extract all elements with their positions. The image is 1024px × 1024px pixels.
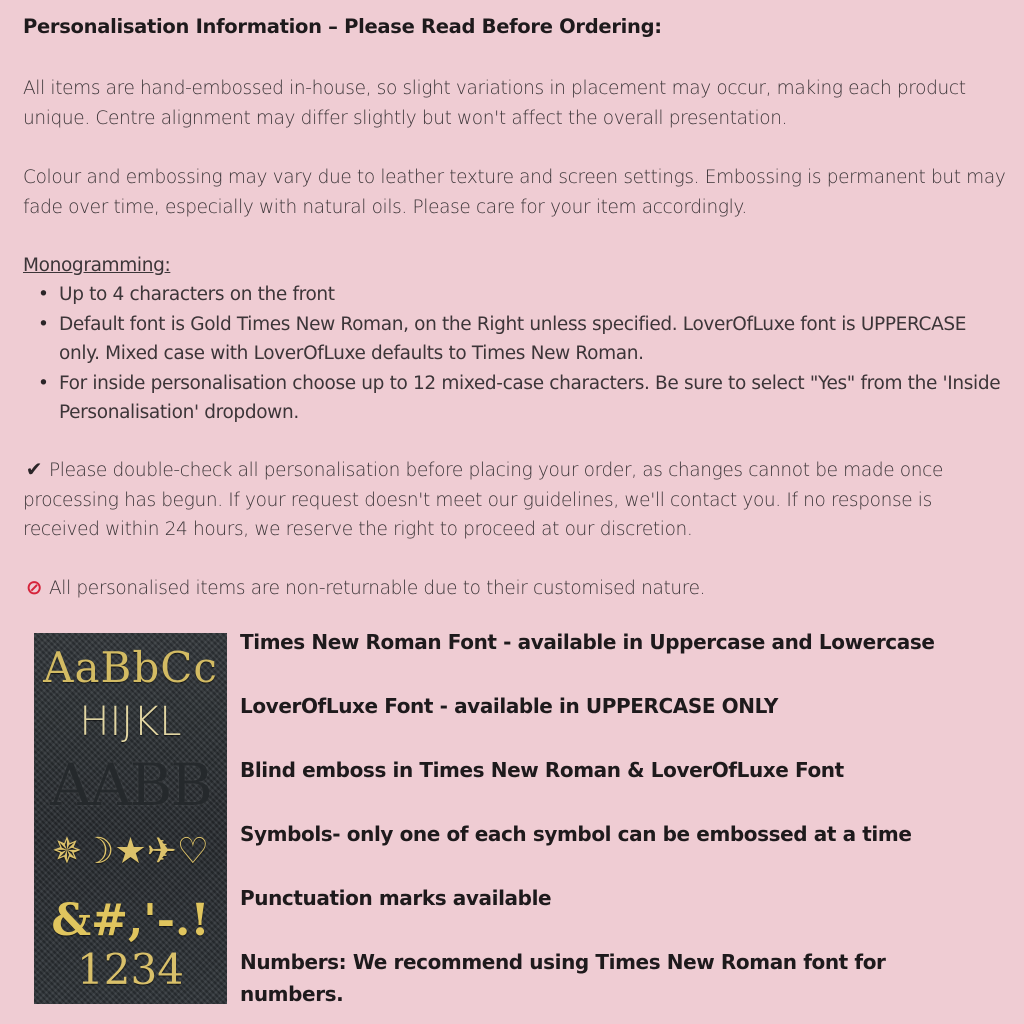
sample-numbers: 1234 xyxy=(77,945,184,994)
font-option-loverofluxe: LoverOfLuxe Font - available in UPPERCASE ONLY xyxy=(240,694,778,718)
double-check-notice xyxy=(23,455,1008,545)
font-option-numbers: Numbers: We recommend using Times New Roman font for numbers. xyxy=(240,950,886,1006)
check-icon: ✔ xyxy=(25,457,43,481)
font-option-blind-emboss: Blind emboss in Times New Roman & LoverOfLuxe Font xyxy=(240,758,844,782)
sample-punctuation: &#,'-.! xyxy=(51,895,210,946)
non-returnable-text: All personalised items are non-returnable due to their customised nature. xyxy=(49,578,706,599)
list-item: • Default font is Gold Times New Roman, on the Right unless specified. LoverOfLuxe font is UPPERCASE only. Mixed case with LoverOfLuxe defaults to Times New Roman. xyxy=(23,310,1008,369)
embossing-sample-image xyxy=(34,633,227,1004)
page-heading: Personalisation Information – Please Read Before Ordering: xyxy=(23,15,662,38)
sample-times-letters: AaBbCc xyxy=(43,643,218,692)
prohibited-icon: ⊘ xyxy=(25,575,43,599)
sample-loverofluxe-letters: HIJKL xyxy=(79,699,182,745)
monogramming-list xyxy=(23,280,1008,428)
monogramming-title: Monogramming: xyxy=(23,255,171,276)
font-option-times: Times New Roman Font - available in Uppercase and Lowercase xyxy=(240,630,935,654)
font-option-punctuation: Punctuation marks available xyxy=(240,886,552,910)
colour-care-paragraph: Colour and embossing may vary due to leather texture and screen settings. Embossing is permanent but may fade over time, especially with natural oils. Please care for your item accordingly. xyxy=(23,167,1006,218)
font-option-symbols: Symbols- only one of each symbol can be embossed at a time xyxy=(240,822,912,846)
sample-symbols: ✵☽★✈♡ xyxy=(51,831,210,872)
sample-blind-emboss: AABB xyxy=(49,751,211,819)
list-item: • Up to 4 characters on the front xyxy=(23,280,1008,310)
double-check-text: Please double-check all personalisation before placing your order, as changes cannot be made once processing has begun. If your request doesn't meet our guidelines, we'll contact you. If no response is received within 24 hours, we reserve the right to proceed at our discretion. xyxy=(23,460,943,540)
list-item: • For inside personalisation choose up to 12 mixed-case characters. Be sure to select "Yes" from the 'Inside Personalisation' dropdown. xyxy=(23,369,1008,428)
embossing-variation-paragraph: All items are hand-embossed in-house, so slight variations in placement may occur, making each product unique. Centre alignment may differ slightly but won't affect the overall presentation. xyxy=(23,78,966,129)
non-returnable-notice xyxy=(23,573,1008,604)
